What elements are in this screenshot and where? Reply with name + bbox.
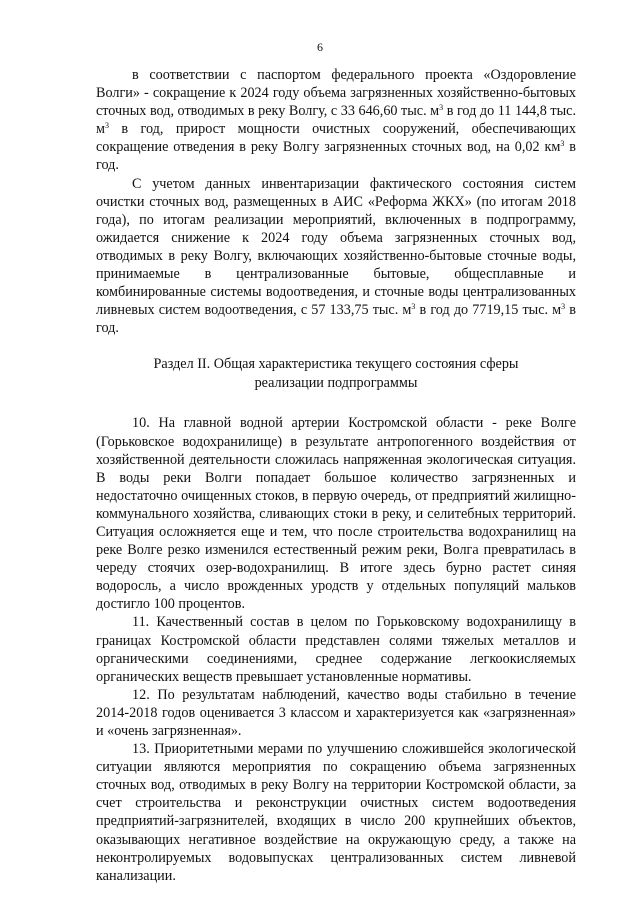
paragraph-12: 12. По результатам наблюдений, качество воды стабильно в течение 2014-2018 годов оценивается 3 классом и характеризуется как «загрязненная» и «очень загрязненная». [96, 686, 576, 739]
text-run: в год. [96, 302, 576, 337]
section-heading [96, 355, 576, 392]
text-run: в год до 11 144,8 тыс. м [96, 103, 576, 138]
intro-paragraph-2 [96, 175, 576, 338]
superscript: 3 [439, 103, 444, 113]
paragraph-13: 13. Приоритетными мерами по улучшению сложившейся экологической ситуации являются мероприятия по сокращению объема загрязненных сточных вод, отводимых в реку Волгу на территории Костромской области, за счет строительства и реконструкции очистных систем водоотведения предприятий-загрязнителей, входящих в число 200 крупнейших объектов, оказывающих негативное воздействие на окружающую среду, а также на неконтролируемых водовыпусках централизованных систем ливневой канализации. [96, 741, 576, 884]
document-body [96, 66, 576, 885]
text-run: в год до 7719,15 тыс. м [415, 302, 562, 319]
superscript: 3 [560, 139, 565, 149]
page-number: 6 [317, 40, 323, 54]
text-run: в год. [96, 139, 576, 174]
paragraph-11: 11. Качественный состав в целом по Горьковскому водохранилищу в границах Костромской области представлен солями тяжелых металлов и органическими соединениями, среднее содержание легкоокисляемых органических веществ превышает установленные нормативы. [96, 614, 576, 685]
text-run: С учетом данных инвентаризации фактического состояния систем очистки сточных вод, размещенных в АИС «Реформа ЖКХ» (по итогам 2018 года), по итогам реализации мероприятий, включенных в подпрограмму, ожидается снижение к 2024 году объема загрязненных сточных вод, отводимых в реку Волгу, включающих хозяйственно-бытовые сточные воды, принимаемые в централизованные бытовые, общесплавные и комбинированные системы водоотведения, и сточные воды централизованных ливневых систем водоотведения, с 57 133,75 тыс. м [96, 175, 576, 319]
text-run: в соответствии с паспортом федерального проекта «Оздоровление Волги» - сокращение к 2024 году объема загрязненных хозяйственно-бытовых сточных вод, отводимых в реку Волгу, с 33 646,60 тыс. м [96, 67, 576, 120]
superscript: 3 [104, 121, 109, 131]
section-heading-line-1: Раздел II. Общая характеристика текущего состояния сферы [153, 356, 519, 373]
superscript: 3 [411, 302, 416, 312]
superscript: 3 [561, 302, 566, 312]
intro-paragraph-1 [96, 66, 576, 175]
text-run: в год, прирост мощности очистных сооружений, обеспечивающих сокращение отведения в реку Волгу загрязненных сточных вод, на 0,02 км [96, 121, 576, 156]
paragraph-10: 10. На главной водной артерии Костромской области - реке Волге (Горьковское водохранилище) в результате антропогенного воздействия от хозяйственной деятельности сложилась напряженная экологическая ситуация. В воды реки Волги попадает большое количество загрязненных и недостаточно очищенных стоков, в первую очередь, от предприятий жилищно-коммунального хозяйства, сливающих стоки в реку, и селитебных территорий. Ситуация осложняется еще и тем, что после строительства водохранилищ на реке Волге резко изменился естественный режим реки, Волга превратилась в череду стоячих озер-водохранилищ. В итоге здесь бурно растет синяя водоросль, а число врожденных уродств у отдельных популяций мальков достигло 100 процентов. [96, 415, 576, 613]
section-heading-line-2: реализации подпрограммы [254, 374, 418, 391]
